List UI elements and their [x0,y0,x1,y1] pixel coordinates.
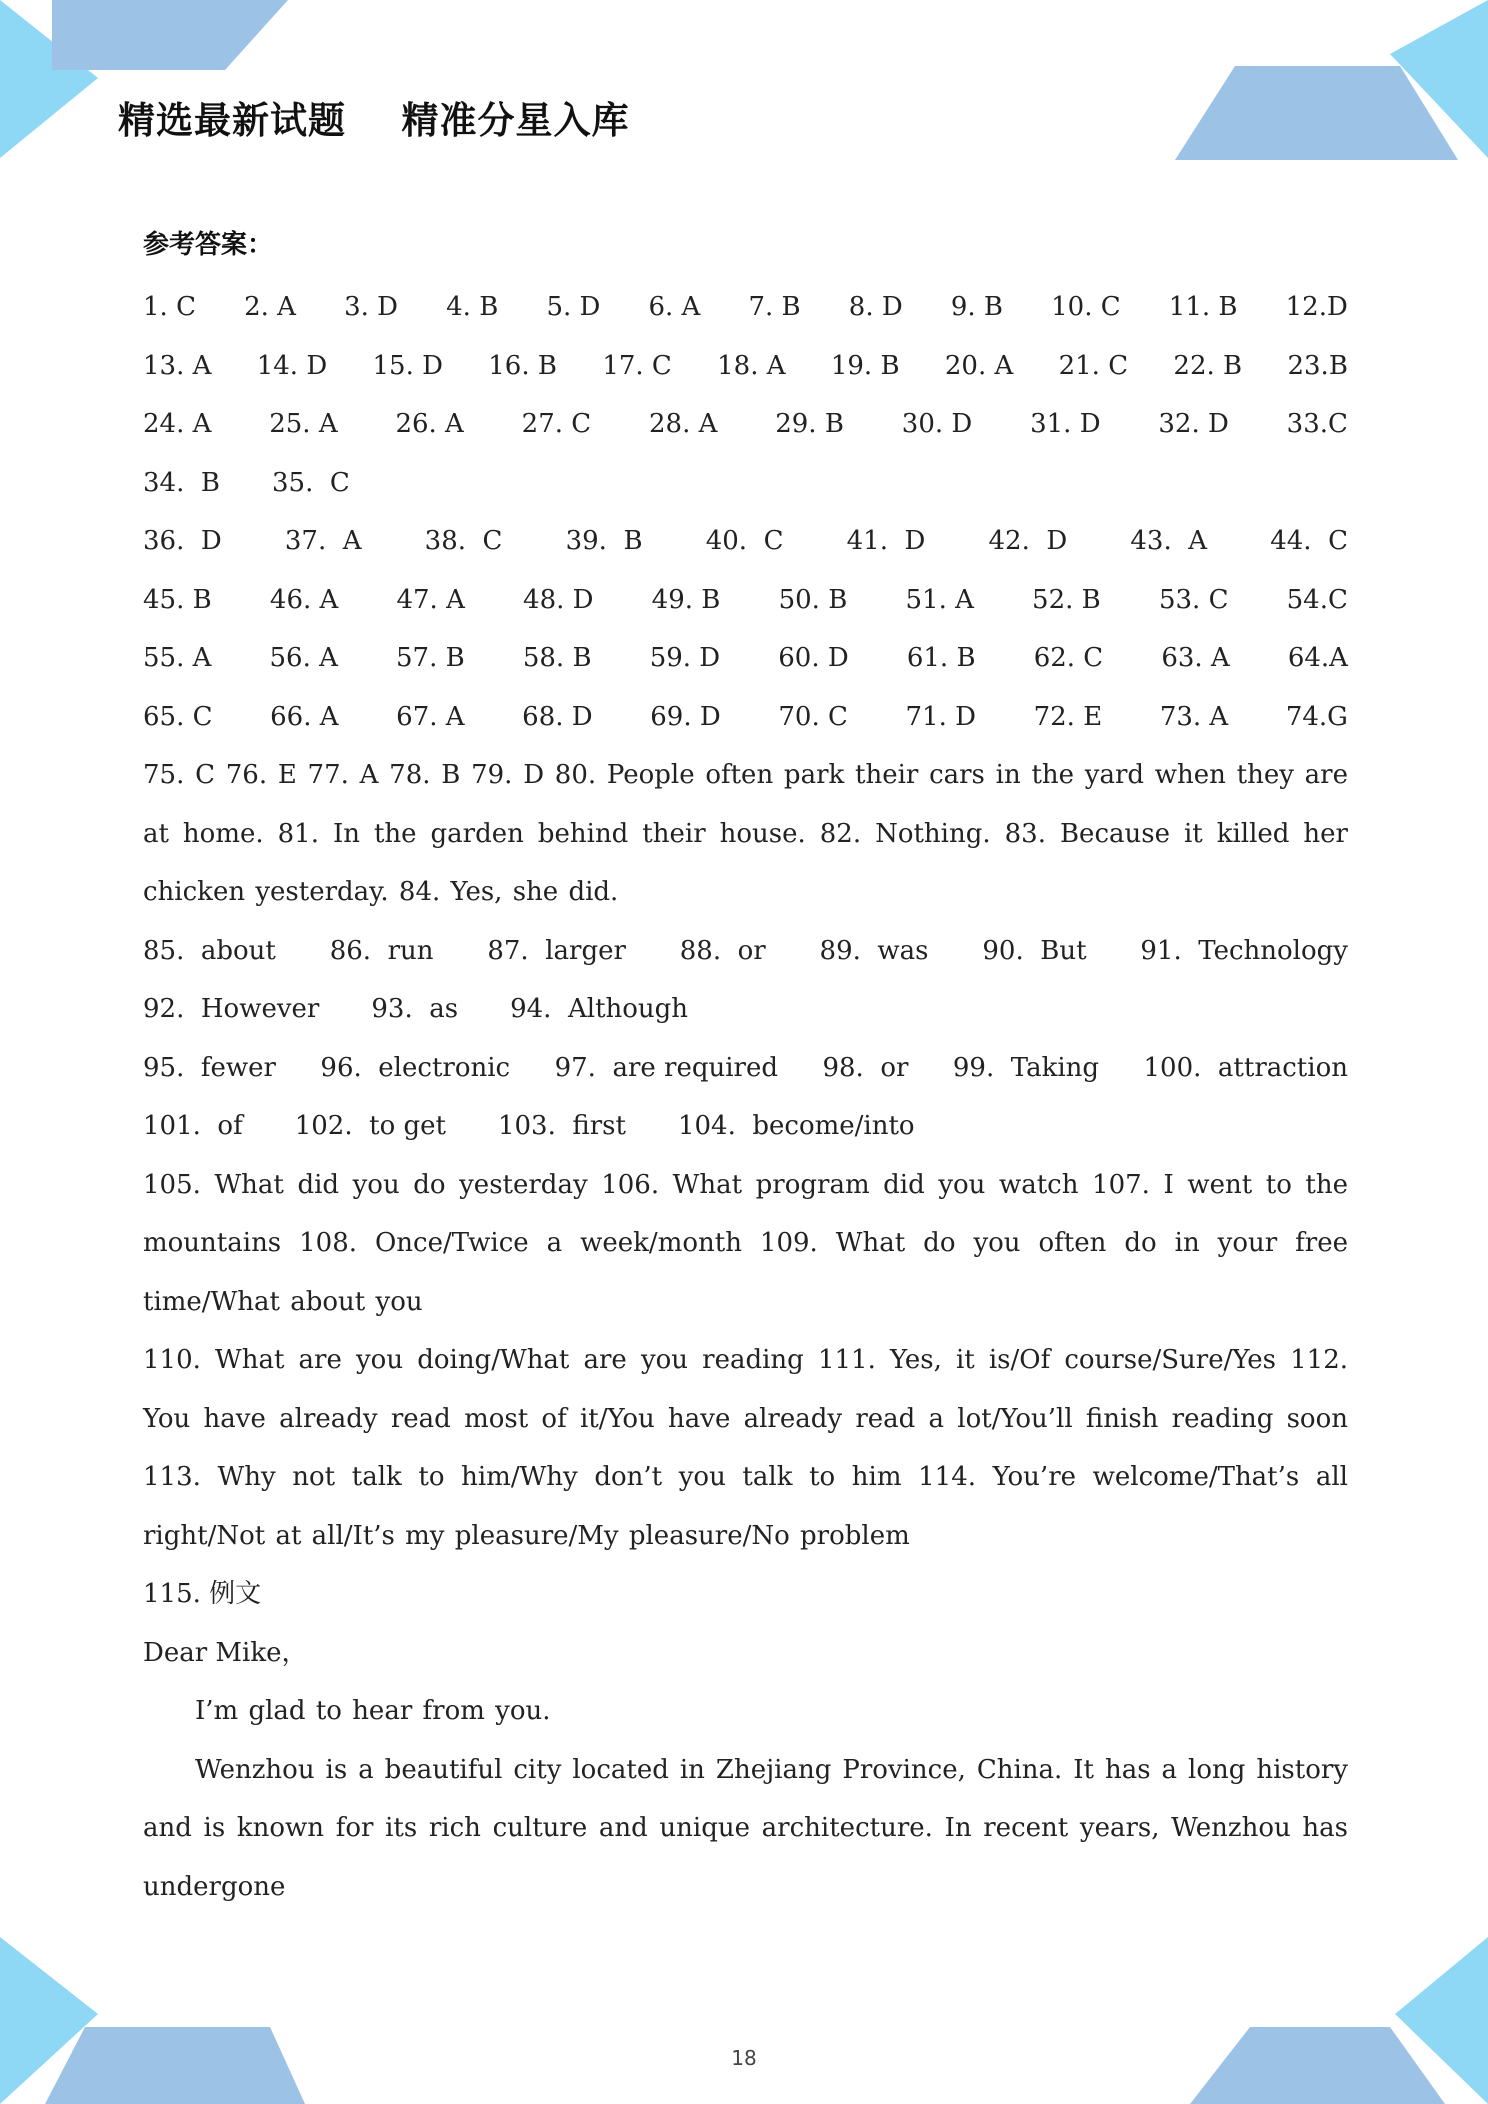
essay-paragraph-1: I’m glad to hear from you. [195,1696,551,1726]
answer-row [143,395,1348,454]
answer-item: 51. A [905,584,974,615]
answer-item: 94. Although [510,994,689,1024]
answer-item: 22. B [1173,350,1243,381]
answer-row [143,1039,1348,1098]
answer-item: 28. A [649,409,718,439]
answer-row [143,454,1348,513]
answer-item: 17. C [602,350,672,381]
answer-item: 55. A [143,643,212,673]
answer-item: 89. was [819,935,929,966]
answer-item: 103. first [497,1111,626,1141]
answer-item: 27. C [521,409,592,439]
answer-item: 53. C [1158,584,1229,615]
answer-item: 2. A [244,292,296,322]
dialogue-answers-2: 110. What are you doing/What are you reading 111. Yes, it is/Of course/Sure/Yes 112. You have already read most of it/You have already read a lot/You’ll finish reading soon 113. Why not talk to him/Why don’t you talk to him 114. You’re welcome/That’s all right/Not at all/It’s my pleasure/My pleasure/No problem [143,1345,1348,1551]
answer-item: 24. A [143,409,212,439]
answer-item: 72. E [1033,701,1103,732]
corner-shape [1390,0,1488,158]
answer-item: 49. B [651,584,721,615]
answer-item: 6. A [648,292,701,322]
answer-item: 48. D [523,584,594,615]
answer-row [143,512,1348,571]
answer-content [143,220,1348,1916]
answer-item: 38. C [424,526,503,556]
answer-item: 35. C [271,467,350,498]
answer-item: 73. A [1159,701,1229,732]
essay-label: 115. 例文 [143,1579,262,1609]
answer-item: 13. A [143,350,212,381]
answer-item: 25. A [269,409,338,439]
answer-row [143,688,1348,747]
answer-item: 101. of [143,1111,243,1141]
answer-item: 43. A [1130,526,1208,556]
answer-item: 20. A [944,350,1014,381]
answer-item: 16. B [488,350,557,381]
answer-item: 30. D [901,409,973,439]
answer-item: 56. A [269,643,338,673]
fill-in-answers [143,922,1348,1156]
answer-row [143,629,1348,688]
answer-item: 39. B [565,526,643,556]
answer-item: 14. D [256,350,328,381]
answer-item: 102. to get [294,1111,446,1141]
answer-item: 31. D [1030,409,1101,439]
essay-paragraph-2: Wenzhou is a beautiful city located in Zhejiang Province, China. It has a long history and is known for its rich culture and unique architecture. In recent years, Wenzhou has undergone [143,1754,1348,1902]
answer-item: 5. D [546,292,601,322]
answer-item: 69. D [650,701,721,732]
answer-item: 99. Taking [952,1052,1100,1083]
answer-item: 4. B [446,292,499,322]
answer-item: 70. C [778,701,848,732]
answer-item: 15. D [372,350,443,381]
corner-shape [1395,1937,1488,2104]
page-number: 18 [731,2046,757,2070]
answer-item: 36. D [143,526,222,556]
answer-item: 42. D [988,526,1068,556]
answer-row [143,980,1348,1039]
answer-item: 87. larger [487,935,626,966]
answer-item: 23.B [1287,350,1348,381]
answers-heading: 参考答案： [143,230,274,260]
answer-item: 9. B [950,292,1004,322]
answer-row [143,922,1348,981]
answer-item: 68. D [522,701,593,732]
answer-item: 47. A [396,584,465,615]
answer-item: 97. are required [554,1052,778,1083]
answer-item: 7. B [748,292,801,322]
corner-shape [1175,66,1458,160]
answer-item: 85. about [143,935,276,966]
answer-item: 57. B [396,643,465,673]
answer-item: 96. electronic [320,1052,511,1083]
answer-row [143,278,1348,337]
answer-item: 19. B [830,350,900,381]
answer-item: 33.C [1286,409,1348,439]
answer-item: 10. C [1051,292,1121,322]
answer-item: 100. attraction [1143,1052,1348,1083]
answer-item: 86. run [329,935,434,966]
answer-item: 18. A [717,350,786,381]
answer-item: 54.C [1286,584,1348,615]
answer-item: 91. Technology [1140,935,1348,966]
answer-item: 32. D [1158,409,1229,439]
answer-item: 64.A [1287,643,1348,673]
answer-item: 59. D [649,643,721,673]
answer-item: 34. B [143,467,220,498]
answer-item: 98. or [822,1052,909,1083]
reading-answers: 75. C 76. E 77. A 78. B 79. D 80. People often park their cars in the yard when they are at home. 81. In the garden behind their house. 82. Nothing. 83. Because it killed her chicken yesterday. 84. Yes, she did. [143,760,1348,907]
answer-item: 11. B [1168,292,1238,322]
answer-item: 21. C [1058,350,1129,381]
answer-item: 92. However [143,994,320,1024]
corner-shape [52,0,288,70]
answer-item: 50. B [778,584,848,615]
answer-item: 29. B [775,409,844,439]
dialogue-answers-1: 105. What did you do yesterday 106. What program did you watch 107. I went to the mountains 108. Once/Twice a week/month 109. What do you often do in your free time/What about you [143,1169,1348,1317]
answer-item: 90. But [982,935,1087,966]
answer-row [143,337,1348,396]
answer-item: 12.D [1285,292,1348,322]
answer-item: 66. A [270,701,339,732]
answer-item: 41. D [846,526,926,556]
answer-row [143,571,1348,630]
answer-item: 67. A [396,701,465,732]
answer-item: 44. C [1270,526,1348,556]
answer-item: 63. A [1161,643,1230,673]
answer-item: 26. A [395,409,464,439]
answer-item: 88. or [679,935,766,966]
answer-item: 40. C [705,526,784,556]
answer-item: 62. C [1033,643,1104,673]
answer-item: 52. B [1032,584,1101,615]
answer-item: 74.G [1285,701,1348,732]
answer-item: 93. as [371,994,459,1024]
corner-shape [0,0,98,158]
answer-item: 3. D [344,292,398,322]
answer-item: 65. C [143,701,213,732]
answer-item: 71. D [905,701,976,732]
answer-item: 60. D [778,643,849,673]
essay-greeting: Dear Mike， [143,1637,308,1668]
header-title: 精选最新试题 精准分星入库 [118,99,630,142]
answer-item: 1. C [143,292,196,322]
answer-item: 61. B [906,643,976,673]
answer-row [143,1097,1348,1156]
answer-item: 8. D [848,292,903,322]
answer-item: 37. A [284,526,362,556]
answer-item: 45. B [143,584,212,615]
multiple-choice-answers [143,278,1348,746]
answer-item: 104. become/into [677,1111,915,1141]
corner-shape [0,1937,98,2104]
answer-item: 58. B [522,643,592,673]
answer-item: 46. A [269,584,339,615]
answer-item: 95. fewer [143,1052,276,1083]
